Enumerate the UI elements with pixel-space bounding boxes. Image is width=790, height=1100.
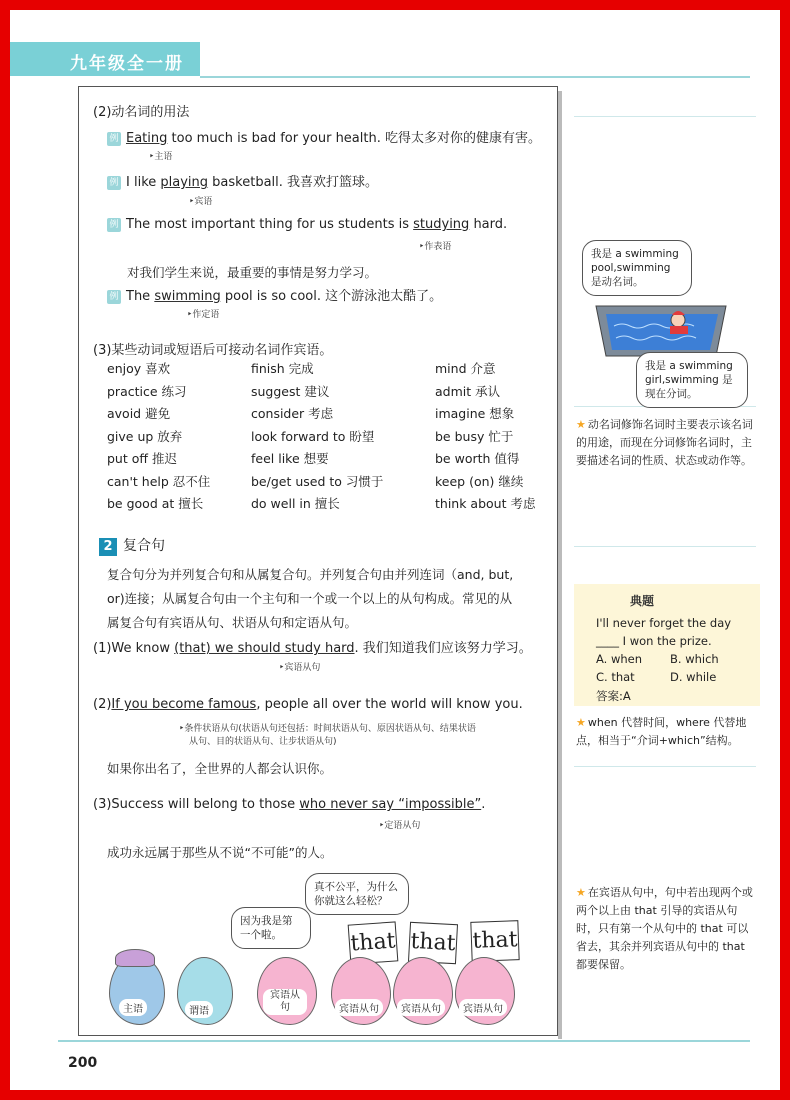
typical-option: B. which bbox=[670, 652, 719, 666]
compound-example-1: (1)We know (that) we should study hard. 我们知道我们应该努力学习。 bbox=[93, 641, 532, 656]
typical-question-line-1: I'll never forget the day bbox=[596, 616, 732, 630]
compound-example-3-translation: 成功永远属于那些从不说“不可能”的人。 bbox=[107, 845, 333, 860]
compound-example-3: (3)Success will belong to those who never say “impossible”. bbox=[93, 797, 486, 812]
table-row: avoid 避免 consider 考虑 imagine 想象 bbox=[107, 406, 515, 421]
star-icon: ★ bbox=[576, 886, 586, 899]
header-rule bbox=[200, 76, 750, 78]
sidebar-notes bbox=[566, 86, 756, 1046]
gerund-example-4: 例 The swimming pool is so cool. 这个游泳池太酷了。 bbox=[107, 285, 442, 304]
verbs-heading: (3)某些动词或短语后可接动名词作宾语。 bbox=[93, 343, 333, 358]
compound-example-2-role-2: 从句、目的状语从句、让步状语从句) bbox=[189, 737, 337, 747]
cartoon-label: 谓语 bbox=[185, 1001, 213, 1018]
typical-option: C. that bbox=[596, 670, 635, 684]
cartoon-label: 宾语从句 bbox=[335, 999, 383, 1016]
compound-example-2: (2)If you become famous, people all over the world will know you. bbox=[93, 697, 523, 712]
gerund-example-3-translation: 对我们学生来说，最重要的事情是努力学习。 bbox=[127, 265, 378, 280]
table-row: enjoy 喜欢 finish 完成 mind 介意 bbox=[107, 361, 496, 376]
example-icon: 例 bbox=[107, 176, 121, 190]
page-header-title: 九年级全一册 bbox=[10, 42, 200, 76]
compound-intro-line-2: or)连接；从属复合句由一个主句和一个或一个以上的从句构成。常见的从 bbox=[107, 591, 513, 606]
that-sign: that bbox=[348, 921, 399, 964]
page-number: 200 bbox=[68, 1055, 98, 1071]
cartoon-label: 主语 bbox=[119, 999, 147, 1016]
typical-option: A. when bbox=[596, 652, 643, 666]
typical-question-line-2: ____ I won the prize. bbox=[596, 634, 712, 648]
gerund-example-3: 例 The most important thing for us students is studying hard. bbox=[107, 217, 507, 232]
compound-intro-line-3: 属复合句有宾语从句、状语从句和定语从句。 bbox=[107, 615, 358, 630]
section-2-title: 2 复合句 bbox=[99, 535, 165, 556]
cartoon-label: 宾语从句 bbox=[397, 999, 445, 1016]
example-icon: 例 bbox=[107, 218, 121, 232]
table-row: put off 推迟 feel like 想要 be worth 值得 bbox=[107, 451, 520, 466]
gerund-example-3-role: ‣作表语 bbox=[419, 242, 452, 252]
that-sign: that bbox=[470, 920, 519, 962]
gerund-example-1: 例 Eating too much is bad for your health. 吃得太多对你的健康有害。 bbox=[107, 127, 541, 146]
cartoon-label: 宾语从句 bbox=[459, 999, 507, 1016]
textbook-page bbox=[10, 10, 780, 1090]
pool-bubble-bottom: 我是 a swimming girl,swimming 是现在分词。 bbox=[636, 352, 748, 408]
typical-question-box bbox=[574, 584, 760, 706]
typical-option: D. while bbox=[670, 670, 717, 684]
typical-title: 典题 bbox=[630, 594, 655, 608]
sidebar-note-3: ★ 在宾语从句中，句中若出现两个或两个以上由 that 引导的宾语从句时，只有第一个从句中的 that 可以省去，其余并列宾语从句中的 that 都要保留。 bbox=[576, 886, 753, 971]
compound-example-3-role: ‣定语从句 bbox=[379, 821, 421, 831]
gerund-example-4-role: ‣作定语 bbox=[187, 310, 220, 320]
star-icon: ★ bbox=[576, 716, 586, 729]
typical-answer: 答案:A bbox=[596, 689, 631, 703]
sidebar-note-2: ★ when 代替时间，where 代替地点，相当于“介词+which”结构。 bbox=[576, 716, 747, 747]
table-row: practice 练习 suggest 建议 admit 承认 bbox=[107, 383, 501, 399]
cartoon-cap bbox=[115, 949, 155, 967]
that-sign: that bbox=[408, 922, 458, 964]
cartoon-bubble-left: 因为我是第一个啦。 bbox=[231, 907, 311, 949]
gerund-example-2: 例 I like playing basketball. 我喜欢打篮球。 bbox=[107, 171, 378, 190]
table-row: be good at 擅长 do well in 擅长 think about 考虑 bbox=[107, 496, 536, 511]
pool-bubble-top: 我是 a swimming pool,swimming 是动名词。 bbox=[582, 240, 692, 296]
example-icon: 例 bbox=[107, 132, 121, 146]
cartoon-label: 宾语从句 bbox=[263, 989, 307, 1015]
main-content-box bbox=[78, 86, 558, 1036]
example-icon: 例 bbox=[107, 290, 121, 304]
verb-phrase-table bbox=[107, 359, 547, 517]
gerund-usage-heading: (2)动名词的用法 bbox=[93, 105, 190, 120]
gerund-example-2-role: ‣宾语 bbox=[189, 197, 213, 207]
section-number-badge: 2 bbox=[99, 538, 117, 556]
table-row: give up 放弃 look forward to 盼望 be busy 忙于 bbox=[107, 428, 514, 444]
compound-intro-line-1: 复合句分为并列复合句和从属复合句。并列复合句由并列连词（and, but, bbox=[107, 567, 514, 582]
sidebar-note-1: ★ 动名词修饰名词时主要表示该名词的用途，而现在分词修饰名词时，主要描述名词的性质、状态或动作等。 bbox=[576, 418, 753, 467]
star-icon: ★ bbox=[576, 418, 586, 431]
gerund-example-1-role: ‣主语 bbox=[149, 152, 173, 162]
cartoon-bubble-right: 真不公平，为什么你就这么轻松？ bbox=[305, 873, 409, 915]
compound-example-1-role: ‣宾语从句 bbox=[279, 663, 321, 673]
compound-example-2-translation: 如果你出名了，全世界的人都会认识你。 bbox=[107, 761, 333, 776]
compound-example-2-role-1: ‣条件状语从句(状语从句还包括：时间状语从句、原因状语从句、结果状语 bbox=[179, 724, 476, 734]
table-row: can't help 忍不住 be/get used to 习惯于 keep (on) 继续 bbox=[107, 473, 524, 489]
footer-rule bbox=[58, 1040, 750, 1042]
